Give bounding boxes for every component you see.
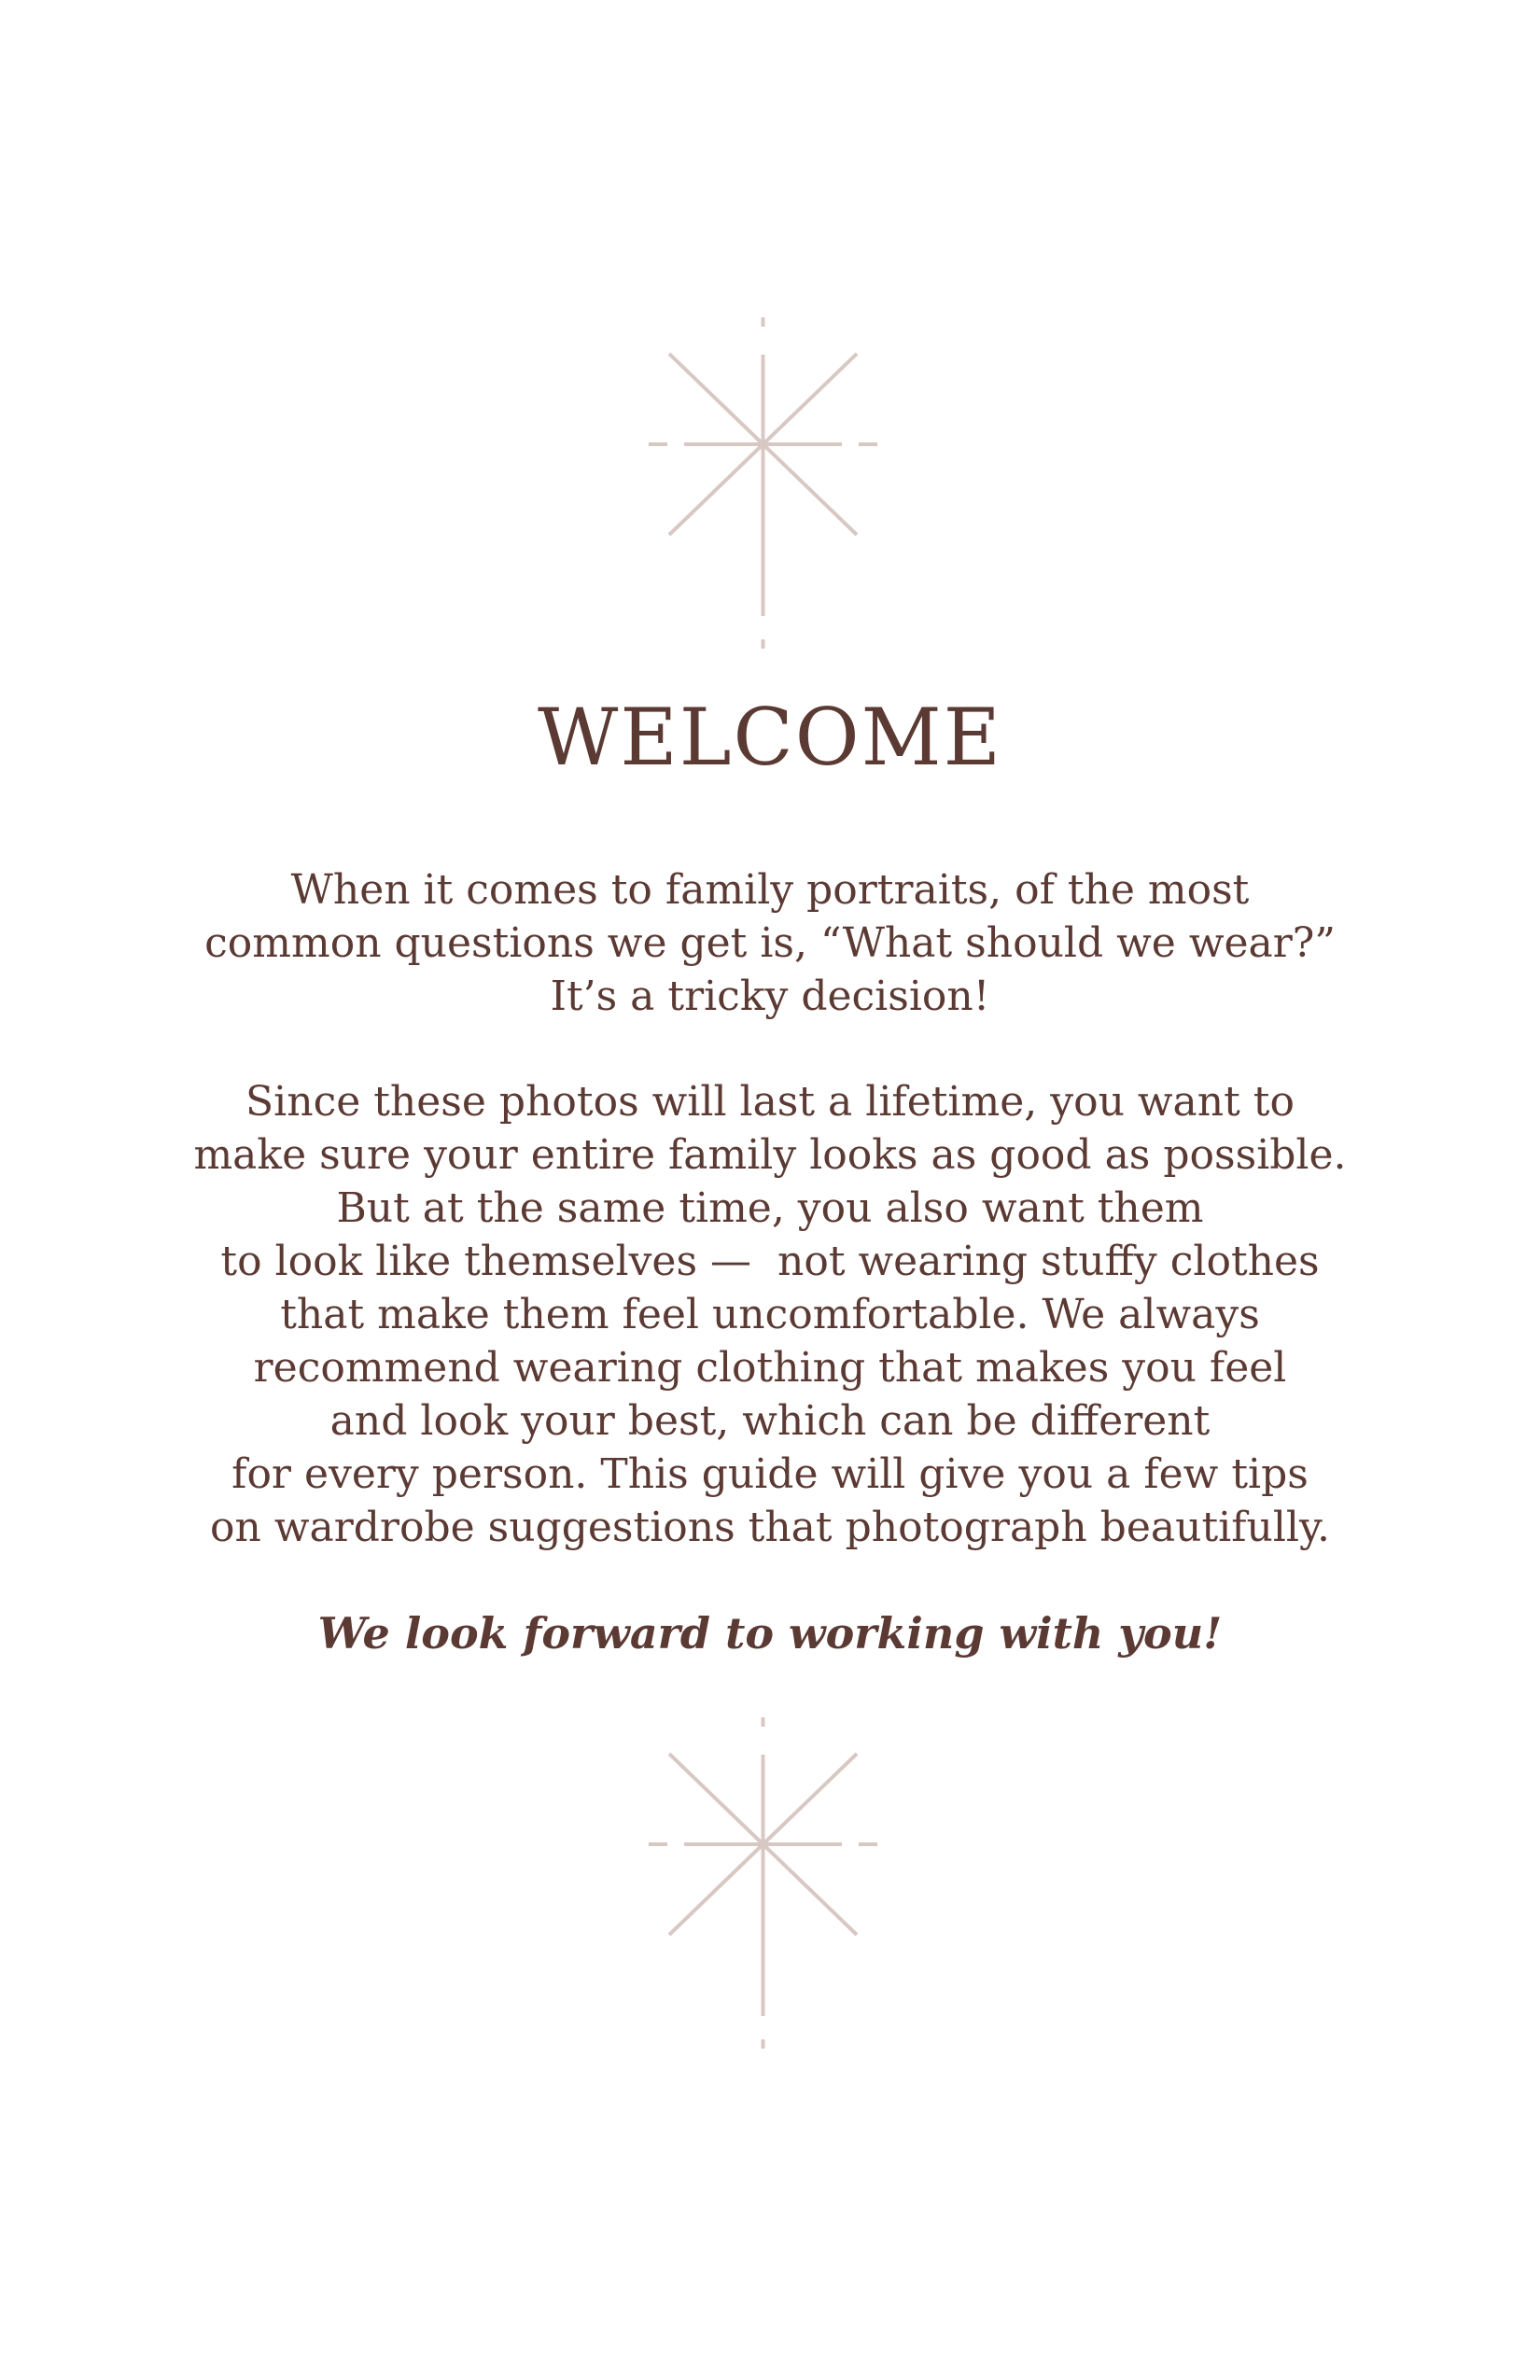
body-line: But at the same time, you also want them [336,1184,1204,1232]
body-line: on wardrobe suggestions that photograph beautifully. [210,1504,1330,1551]
body-line: and look your best, which can be different [329,1397,1211,1445]
intro-paragraph [0,863,1540,1023]
body-line: make sure your entire family looks as good as possible. [193,1131,1347,1179]
body-line: recommend wearing clothing that makes you feel [253,1344,1287,1392]
closing-line: We look forward to working with you! [317,1608,1223,1659]
intro-line: It’s a tricky decision! [550,973,990,1020]
body-line: for every person. This guide will give you a few tips [231,1450,1309,1498]
body-line: Since these photos will last a lifetime, you want to [245,1078,1295,1126]
body-paragraph [0,1075,1540,1554]
page-title: WELCOME [538,692,1002,783]
intro-line: common questions we get is, “What should we wear?” [204,919,1336,967]
body-line: to look like themselves — not wearing stuffy clothes [220,1238,1320,1285]
starburst-icon [649,1717,877,2049]
intro-line: When it comes to family portraits, of the most [290,866,1250,914]
body-line: that make them feel uncomfortable. We always [280,1291,1260,1338]
starburst-icon [649,317,877,649]
